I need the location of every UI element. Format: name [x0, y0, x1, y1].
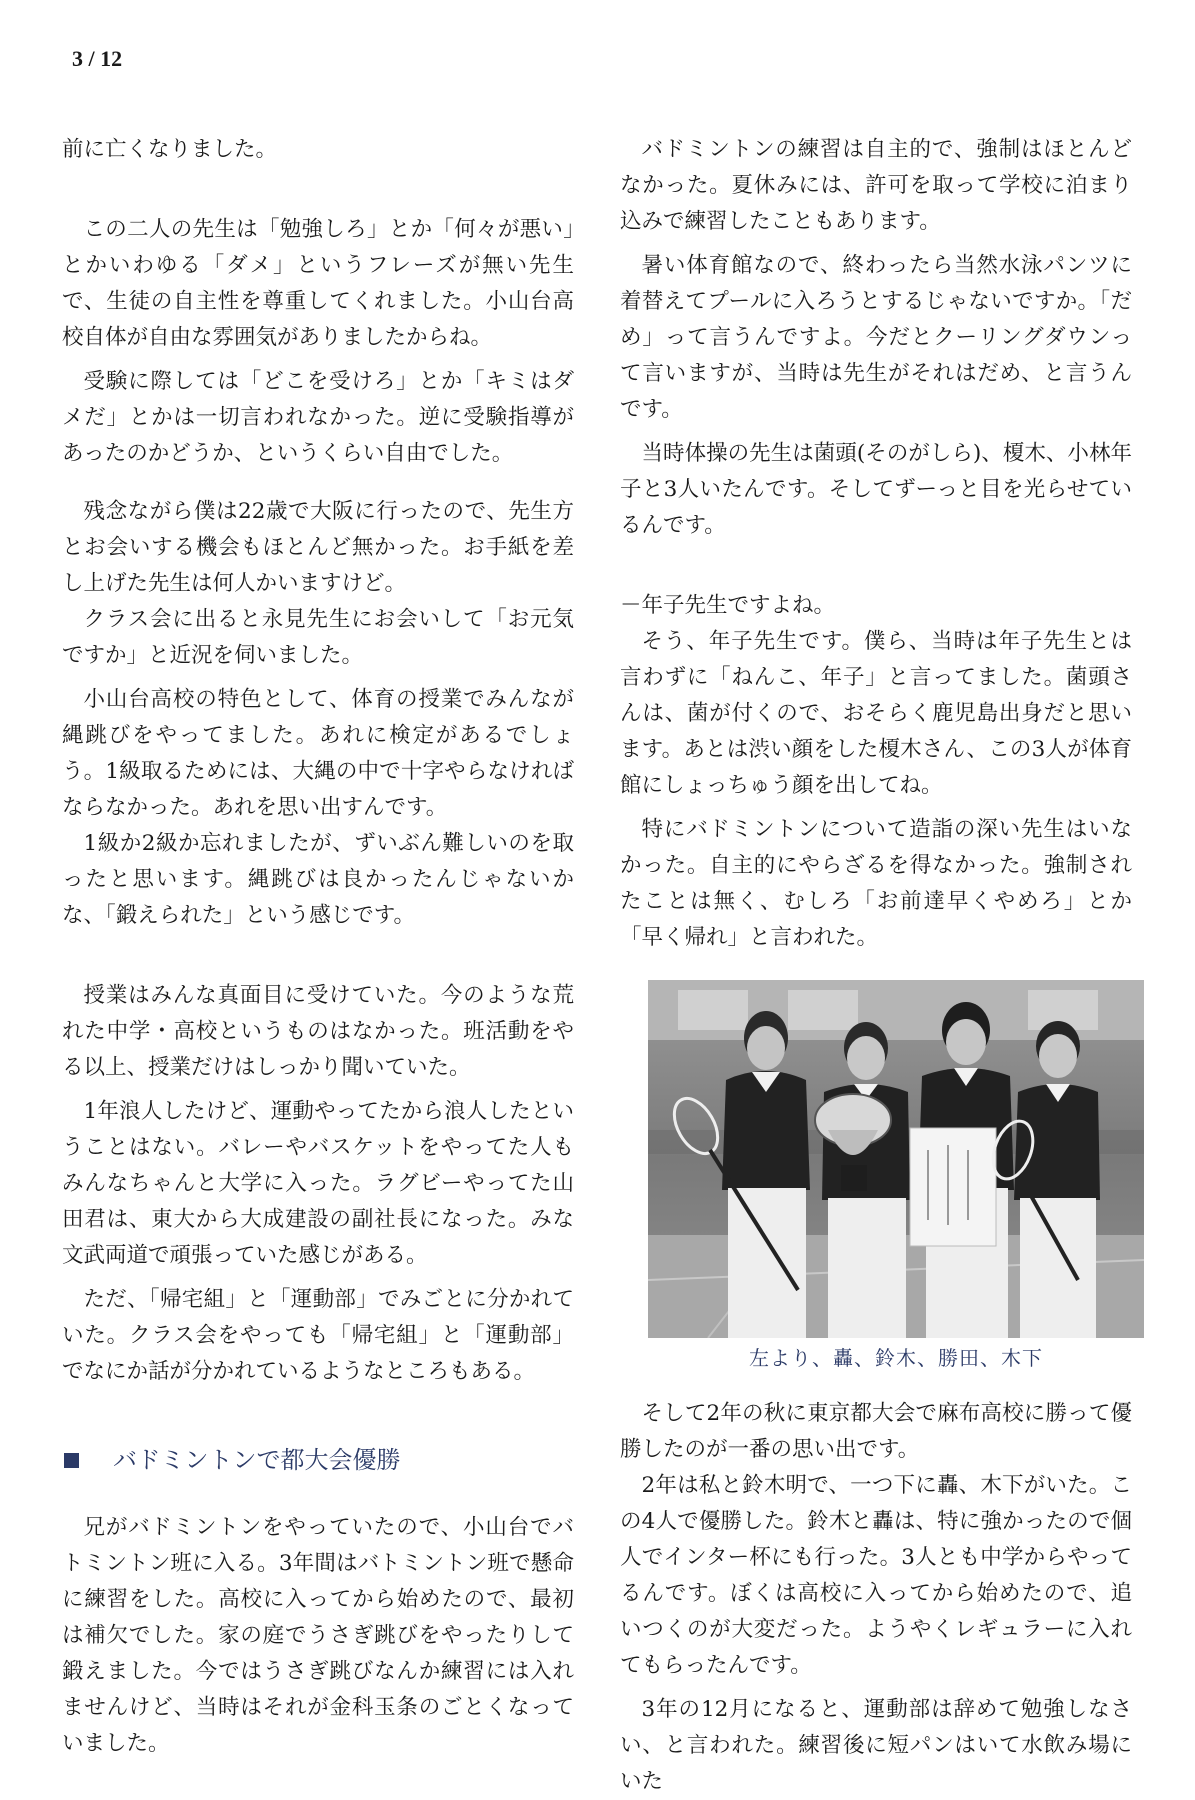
paragraph: 3年の12月になると、運動部は辞めて勉強しなさい、と言われた。練習後に短パンはいて水飲み場にいた: [620, 1697, 1132, 1794]
paragraph: 1級か2級か忘れましたが、ずいぶん難しいのを取ったと思います。縄跳びは良かったんじゃないかな、「鍛えられた」という感じです。: [62, 831, 574, 928]
right-column: [620, 132, 1132, 1800]
paragraph: そう、年子先生です。僕ら、当時は年子先生とは言わずに「ねんこ、年子」と言ってました。菌頭さんは、菌が付くので、おそらく鹿児島出身だと思います。あとは渋い顔をした榎木さん、この3人が体育館にしょっちゅう顔を出してね。: [620, 629, 1132, 798]
section-heading-text: バドミントンで都大会優勝: [113, 1446, 401, 1474]
paragraph: 授業はみんな真面目に受けていた。今のような荒れた中学・高校というものはなかった。班活動をやる以上、授業だけはしっかり聞いていた。: [62, 983, 574, 1080]
team-photo-image: [648, 980, 1144, 1338]
paragraph: 特にバドミントンについて造詣の深い先生はいなかった。自主的にやらざるを得なかった。強制されたことは無く、むしろ「お前達早くやめろ」とか「早く帰れ」と言われた。: [620, 817, 1132, 950]
paragraph: 前に亡くなりました。: [62, 137, 278, 162]
paragraph: バドミントンの練習は自主的で、強制はほとんどなかった。夏休みには、許可を取って学校に泊まり込みで練習したこともあります。: [620, 137, 1132, 234]
paragraph: ただ、「帰宅組」と「運動部」でみごとに分かれていた。クラス会をやっても「帰宅組」と「運動部」でなにか話が分かれているようなところもある。: [62, 1287, 574, 1384]
paragraph: 小山台高校の特色として、体育の授業でみんなが縄跳びをやってました。あれに検定があるでしょう。1級取るためには、大縄の中で十字やらなければならなかった。あれを思い出すんです。: [62, 687, 574, 820]
paragraph: クラス会に出ると永見先生にお会いして「お元気ですか」と近況を伺いました。: [62, 607, 574, 668]
paragraph: 当時体操の先生は菌頭(そのがしら)、榎木、小林年子と3人いたんです。そしてずーっと目を光らせているんです。: [620, 441, 1132, 538]
section-heading: [62, 1444, 574, 1476]
team-photo: [648, 980, 1144, 1338]
paragraph: この二人の先生は「勉強しろ」とか「何々が悪い」とかいわゆる「ダメ」というフレーズが無い先生で、生徒の自主性を尊重してくれました。小山台高校自体が自由な雰囲気がありましたからね。: [62, 217, 574, 350]
paragraph: 受験に際しては「どこを受けろ」とか「キミはダメだ」とかは一切言われなかった。逆に受験指導があったのかどうか、というくらい自由でした。: [62, 369, 574, 466]
square-bullet-icon: [64, 1453, 79, 1468]
paragraph: 暑い体育館なので、終わったら当然水泳パンツに着替えてプールに入ろうとするじゃないですか。「だめ」って言うんですよ。今だとクーリングダウンって言いますが、当時は先生がそれはだめ、と言うんです。: [620, 253, 1132, 422]
paragraph: 残念ながら僕は22歳で大阪に行ったので、先生方とお会いする機会もほとんど無かった。お手紙を差し上げた先生は何人かいますけど。: [62, 499, 574, 596]
paragraph: 2年は私と鈴木明で、一つ下に轟、木下がいた。この4人で優勝した。鈴木と轟は、特に強かったので個人でインター杯にも行った。3人とも中学からやってるんです。ぼくは高校に入ってから始めたので、追いつくのが大変だった。ようやくレギュラーに入れてもらったんです。: [620, 1473, 1132, 1678]
paragraph: 兄がバドミントンをやっていたので、小山台でバトミントン班に入る。3年間はバトミントン班で懸命に練習をした。高校に入ってから始めたので、最初は補欠でした。家の庭でうさぎ跳びをやったりして鍛えました。今ではうさぎ跳びなんか練習には入れませんけど、当時はそれが金科玉条のごとくなっていました。: [62, 1515, 574, 1756]
interview-question: －年子先生ですよね。: [620, 593, 836, 618]
page-number: 3 / 12: [72, 46, 123, 71]
left-column: [62, 132, 574, 1762]
photo-caption: 左より、轟、鈴木、勝田、木下: [749, 1346, 1043, 1370]
paragraph: 1年浪人したけど、運動やってたから浪人したということはない。バレーやバスケットをやってた人もみんなちゃんと大学に入った。ラグビーやってた山田君は、東大から大成建設の副社長になった。みな文武両道で頑張っていた感じがある。: [62, 1099, 574, 1268]
paragraph: そして2年の秋に東京都大会で麻布高校に勝って優勝したのが一番の思い出です。: [620, 1401, 1132, 1462]
